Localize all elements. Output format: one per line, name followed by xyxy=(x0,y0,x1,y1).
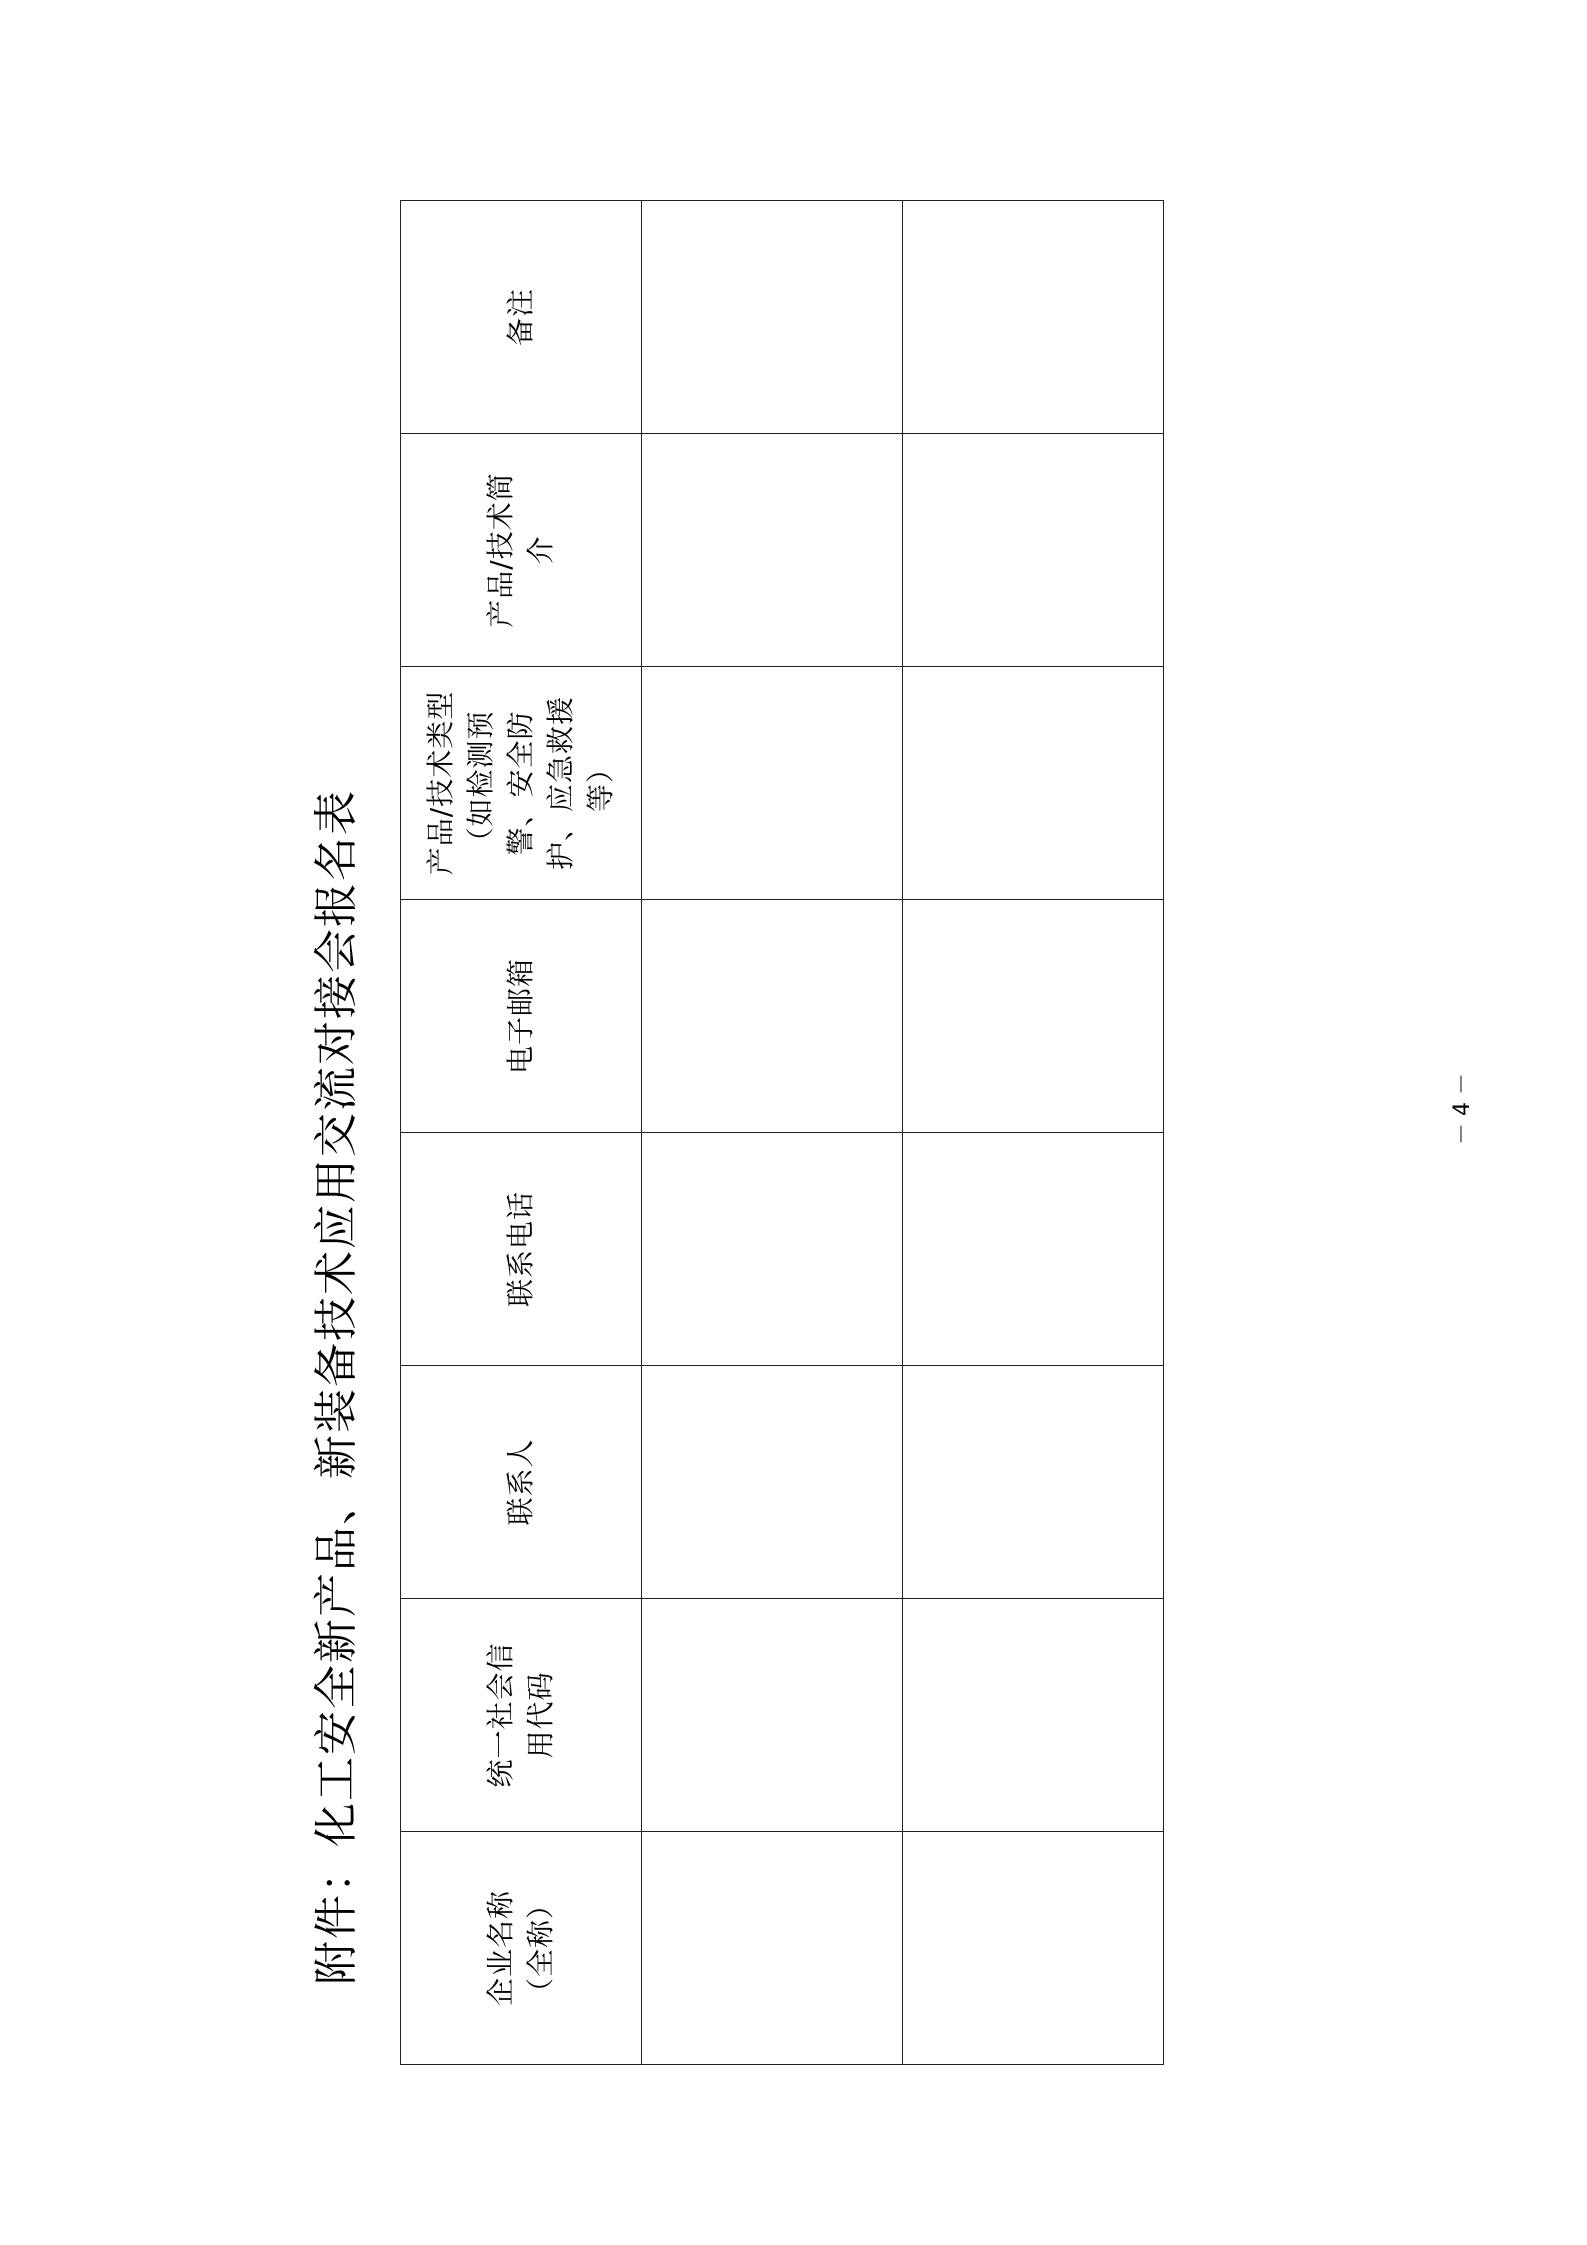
table-cell[interactable] xyxy=(642,201,903,434)
table-cell[interactable] xyxy=(903,1832,1164,2065)
table-cell[interactable] xyxy=(642,434,903,667)
table-cell[interactable] xyxy=(903,1366,1164,1599)
document-title: 附件：化工安全新产品、新装备技术应用交流对接会报名表 xyxy=(311,789,362,1985)
table-cell[interactable] xyxy=(642,1832,903,2065)
table-cell[interactable] xyxy=(903,1133,1164,1366)
table-cell[interactable] xyxy=(642,1133,903,1366)
header-product-intro: 产品/技术简介 xyxy=(401,434,642,667)
header-product-type: 产品/技术类型（如检测预警、安全防护、应急救援等） xyxy=(401,667,642,900)
header-email: 电子邮箱 xyxy=(401,900,642,1133)
page-number: － 4 － xyxy=(1450,1073,1475,1145)
header-remarks: 备注 xyxy=(401,201,642,434)
header-credit-code: 统一社会信用代码 xyxy=(401,1599,642,1832)
table-header-row xyxy=(401,201,642,2065)
table-cell[interactable] xyxy=(642,667,903,900)
table-cell[interactable] xyxy=(903,201,1164,434)
table-row xyxy=(903,201,1164,2065)
header-contact-phone: 联系电话 xyxy=(401,1133,642,1366)
table-cell[interactable] xyxy=(903,1599,1164,1832)
table-cell[interactable] xyxy=(903,667,1164,900)
table-cell[interactable] xyxy=(642,1366,903,1599)
header-company-name: 企业名称（全称） xyxy=(401,1832,642,2065)
registration-table xyxy=(400,200,1164,2065)
table-cell[interactable] xyxy=(903,434,1164,667)
table-cell[interactable] xyxy=(642,900,903,1133)
table-row xyxy=(642,201,903,2065)
header-contact-person: 联系人 xyxy=(401,1366,642,1599)
table-cell[interactable] xyxy=(903,900,1164,1133)
table-cell[interactable] xyxy=(642,1599,903,1832)
